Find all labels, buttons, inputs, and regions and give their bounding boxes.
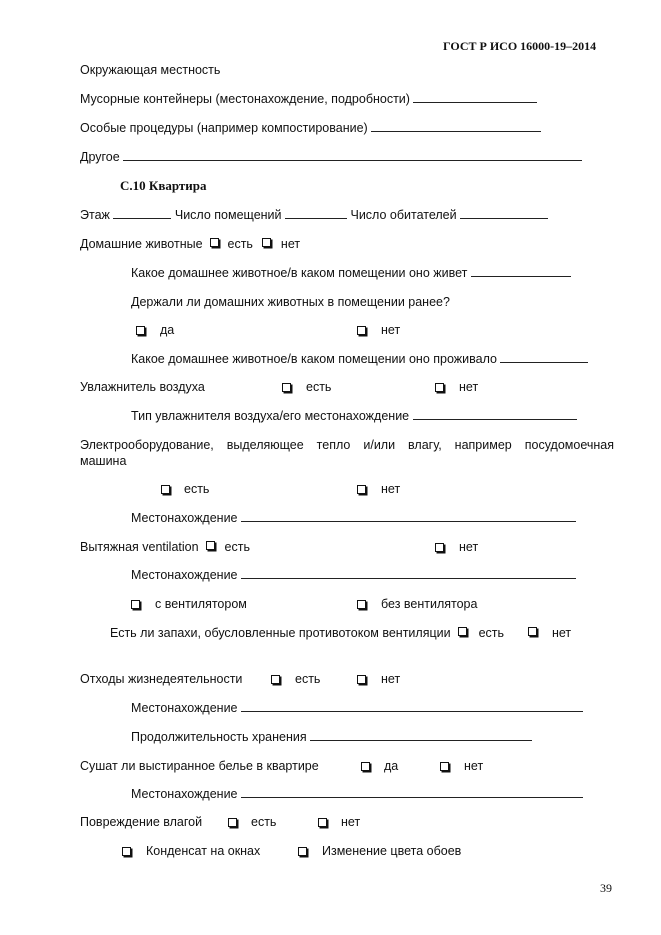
bins-label: Мусорные контейнеры (местонахождение, подробности) <box>80 92 410 106</box>
pets-before-no-label: нет <box>381 323 401 337</box>
pet-before-which-row <box>131 351 588 367</box>
laundry-location-row <box>131 786 583 802</box>
rooms-label: Число помещений <box>174 208 282 222</box>
humidifier-yes-checkbox[interactable] <box>282 383 291 392</box>
storage-duration-label: Продолжительность хранения <box>131 730 307 744</box>
exhaust-no-checkbox[interactable] <box>435 543 444 552</box>
appliances-yes-checkbox[interactable] <box>161 485 170 494</box>
appliances-text-cont: машина <box>80 454 127 468</box>
other-field[interactable] <box>123 149 582 161</box>
humidifier-type-label: Тип увлажнителя воздуха/его местонахождение <box>131 409 410 423</box>
bins-field[interactable] <box>413 91 537 103</box>
condensate-label: Конденсат на окнах <box>146 844 261 858</box>
appliances-no-checkbox[interactable] <box>357 485 366 494</box>
floor-label: Этаж <box>80 208 110 222</box>
other-row <box>80 149 582 165</box>
procedures-label: Особые процедуры (например компостирование) <box>80 121 368 135</box>
waste-yes-label: есть <box>295 672 321 686</box>
waste-location-row <box>131 700 583 716</box>
humidifier-no-checkbox[interactable] <box>435 383 444 392</box>
appliances-location-row <box>131 510 576 526</box>
laundry-location-label: Местонахождение <box>131 787 238 801</box>
with-fan-checkbox[interactable] <box>131 600 140 609</box>
pets-row <box>80 236 300 252</box>
odors-yes-label: есть <box>478 626 505 640</box>
exhaust-yes-checkbox[interactable] <box>206 541 215 550</box>
pets-before-yes-label: да <box>160 323 175 337</box>
appliances-no-label: нет <box>381 482 401 496</box>
procedures-row <box>80 120 541 136</box>
surroundings-label: Окружающая местность <box>80 63 221 77</box>
document-header: ГОСТ Р ИСО 16000-19–2014 <box>443 39 597 53</box>
pets-label: Домашние животные <box>80 237 203 251</box>
pets-no-checkbox[interactable] <box>262 238 271 247</box>
waste-location-field[interactable] <box>241 700 583 712</box>
appliances-location-field[interactable] <box>241 510 576 522</box>
odors-question: Есть ли запахи, обусловленные противотоком вентиляции <box>110 626 451 640</box>
page-number: 39 <box>600 881 612 895</box>
odors-no-label: нет <box>551 626 572 640</box>
floor-row <box>80 207 548 223</box>
appliances-location-label: Местонахождение <box>131 511 238 525</box>
waste-label: Отходы жизнедеятельности <box>80 672 243 686</box>
laundry-yes-label: да <box>384 759 399 773</box>
odors-row <box>110 625 571 641</box>
pets-no-label: нет <box>280 237 301 251</box>
waste-no-label: нет <box>381 672 401 686</box>
rooms-field[interactable] <box>285 207 347 219</box>
pets-before-yes-checkbox[interactable] <box>136 326 145 335</box>
exhaust-location-row <box>131 567 576 583</box>
floor-field[interactable] <box>113 207 171 219</box>
pets-before-no-checkbox[interactable] <box>357 326 366 335</box>
laundry-question: Сушат ли выстиранное белье в квартире <box>80 759 319 773</box>
section-title: С.10 Квартира <box>120 178 207 193</box>
laundry-yes-checkbox[interactable] <box>361 762 370 771</box>
humidifier-type-field[interactable] <box>413 408 577 420</box>
laundry-location-field[interactable] <box>241 786 583 798</box>
moisture-no-label: нет <box>341 815 361 829</box>
pet-before-which-label: Какое домашнее животное/в каком помещении оно проживало <box>131 352 497 366</box>
pet-which-field[interactable] <box>471 265 571 277</box>
exhaust-yes-label: есть <box>224 540 250 554</box>
pets-yes-checkbox[interactable] <box>210 238 219 247</box>
waste-no-checkbox[interactable] <box>357 675 366 684</box>
storage-duration-row <box>131 729 532 745</box>
with-fan-label: с вентилятором <box>155 597 247 611</box>
exhaust-location-label: Местонахождение <box>131 568 238 582</box>
moisture-yes-label: есть <box>251 815 277 829</box>
odors-no-checkbox[interactable] <box>528 627 537 636</box>
moisture-yes-checkbox[interactable] <box>228 818 237 827</box>
moisture-label: Повреждение влагой <box>80 815 203 829</box>
wallpaper-checkbox[interactable] <box>298 847 307 856</box>
pet-which-label: Какое домашнее животное/в каком помещении оно живет <box>131 266 468 280</box>
exhaust-no-label: нет <box>459 540 479 554</box>
moisture-no-checkbox[interactable] <box>318 818 327 827</box>
exhaust-label: Вытяжная ventilation <box>80 540 199 554</box>
pet-which-row <box>131 265 571 281</box>
humidifier-label: Увлажнитель воздуха <box>80 380 205 394</box>
waste-yes-checkbox[interactable] <box>271 675 280 684</box>
waste-location-label: Местонахождение <box>131 701 238 715</box>
exhaust-location-field[interactable] <box>241 567 576 579</box>
wallpaper-label: Изменение цвета обоев <box>322 844 462 858</box>
residents-field[interactable] <box>460 207 548 219</box>
pets-before-question: Держали ли домашних животных в помещении ранее? <box>131 295 450 309</box>
pet-before-which-field[interactable] <box>500 351 588 363</box>
condensate-checkbox[interactable] <box>122 847 131 856</box>
laundry-no-label: нет <box>464 759 484 773</box>
humidifier-type-row <box>131 408 577 424</box>
exhaust-row <box>80 539 250 555</box>
humidifier-no-label: нет <box>459 380 479 394</box>
odors-yes-checkbox[interactable] <box>458 627 467 636</box>
pets-yes-label: есть <box>227 237 253 251</box>
storage-duration-field[interactable] <box>310 729 532 741</box>
appliances-yes-label: есть <box>184 482 210 496</box>
other-label: Другое <box>80 150 120 164</box>
laundry-no-checkbox[interactable] <box>440 762 449 771</box>
residents-label: Число обитателей <box>350 208 457 222</box>
procedures-field[interactable] <box>371 120 541 132</box>
without-fan-label: без вентилятора <box>381 597 478 611</box>
humidifier-yes-label: есть <box>306 380 332 394</box>
bins-row <box>80 91 537 107</box>
appliances-text: Электрооборудование, выделяющее тепло и/или влагу, например посудомоечная <box>80 438 614 452</box>
without-fan-checkbox[interactable] <box>357 600 366 609</box>
